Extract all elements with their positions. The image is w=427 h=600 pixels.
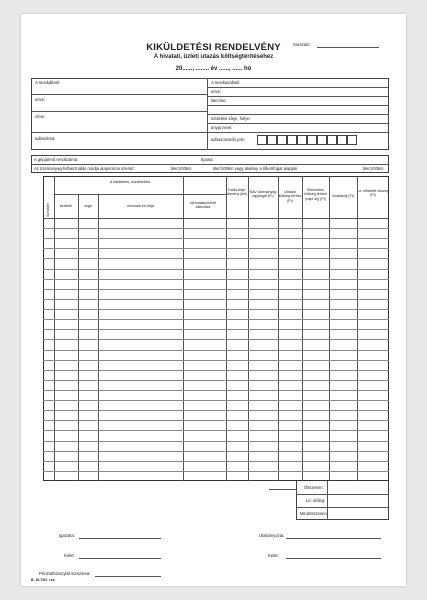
employee-mother-field[interactable] xyxy=(207,132,389,133)
employee-name-label: neve: xyxy=(211,89,222,94)
consumption-unit-a: liter/100km xyxy=(171,166,192,171)
group-header-line xyxy=(54,194,226,195)
sum-label: Összesen: xyxy=(304,485,324,490)
header-bottom-line xyxy=(43,218,389,219)
date-line-right[interactable] xyxy=(286,558,381,559)
col-stop-header: útvonalak/menet állomása xyxy=(189,201,217,210)
table-row-line xyxy=(43,471,389,472)
approve-signature-line[interactable] xyxy=(286,538,381,539)
tax-id-digit-box[interactable] xyxy=(347,135,357,145)
employer-name-label: neve: xyxy=(35,97,46,102)
col-serial-header: Sorszám xyxy=(46,202,50,217)
date-line-left[interactable] xyxy=(79,558,161,559)
payment-receipt-label: Pénztárbizonylat sorszáma: xyxy=(39,571,91,576)
totals-row-line-2 xyxy=(296,507,389,508)
consumption-label: Az üzemanyag-felhasználás módja alapnorma szerint: xyxy=(34,166,135,171)
employer-name-field[interactable] xyxy=(31,111,207,112)
employee-birth-label: születési ideje, helye: xyxy=(211,116,251,121)
remaining-label: Mindösszesen: xyxy=(300,511,328,516)
form-title: KIKÜLDETÉSI RENDELVÉNY xyxy=(146,42,281,53)
table-column-line xyxy=(98,194,99,481)
employer-address-field[interactable] xyxy=(31,132,207,133)
employee-address-field[interactable] xyxy=(207,105,389,106)
table-row-line xyxy=(43,309,389,310)
table-row-line xyxy=(43,269,389,270)
col-other-header: Elekmetés költség-térítés (napi díj) (Ft) xyxy=(304,188,327,201)
table-row-line xyxy=(43,248,389,249)
consumption-unit-b: liter/100km xyxy=(363,166,384,171)
table-row-line xyxy=(43,289,389,290)
col-fuel-header: Utazási költség-térítés (Ft) xyxy=(278,190,302,203)
tax-id-digit-box[interactable] xyxy=(267,135,277,145)
employee-address-field-2[interactable] xyxy=(207,114,389,115)
tax-id-digit-box[interactable] xyxy=(307,135,317,145)
tax-id-digit-box[interactable] xyxy=(277,135,287,145)
vehicle-row-divider xyxy=(31,164,389,165)
date-label-left: Kelet: xyxy=(64,553,75,558)
table-row-line xyxy=(43,228,389,229)
table-row-line xyxy=(43,400,389,401)
tax-id-digit-box[interactable] xyxy=(287,135,297,145)
col-start-header: kezdete xyxy=(59,204,73,208)
table-row-line xyxy=(43,430,389,431)
sum-leader-line xyxy=(269,489,296,490)
tax-id-digit-box[interactable] xyxy=(257,135,267,145)
employee-tax-id-label: adóazonosító jele: xyxy=(211,137,245,142)
col-group-header: A kiküldetés, közlekedést xyxy=(109,180,151,184)
table-row-line xyxy=(43,279,389,280)
form-code: B. 18-73/V. r.sz. xyxy=(31,578,56,582)
approve-label: Utalványozta: xyxy=(259,533,285,538)
col-end-header: vége xyxy=(84,204,92,208)
vehicle-type-label: típusa: xyxy=(201,157,214,162)
col-nav-header: NAV üzemanyag egységár (Ft) xyxy=(249,190,277,199)
date-line: 20......, ........ év ......, ...... hó xyxy=(175,66,252,72)
flat-rate-label: liter/100km vagy átalány a tűketrfogat alapján xyxy=(213,166,298,171)
employee-name-field[interactable] xyxy=(207,96,389,97)
tax-id-digit-box[interactable] xyxy=(297,135,307,145)
col-km-header: Futás-telje-sítmény (km) xyxy=(226,188,248,197)
table-row-line xyxy=(43,370,389,371)
date-label-right: Kelet: xyxy=(268,553,279,558)
table-row-line xyxy=(43,350,389,351)
certify-signature-line[interactable] xyxy=(79,538,161,539)
employee-mother-label: anyja neve: xyxy=(211,125,233,130)
vehicle-plate-label: A gépjármű rendszáma: xyxy=(34,157,79,162)
employee-birth-field[interactable] xyxy=(207,123,389,124)
table-row-line xyxy=(43,380,389,381)
tax-id-digit-box[interactable] xyxy=(337,135,347,145)
table-row-line xyxy=(43,420,389,421)
employee-row-divider-1 xyxy=(207,87,389,88)
totals-row-line-1 xyxy=(296,494,389,495)
table-row-line xyxy=(43,360,389,361)
tax-id-digit-box[interactable] xyxy=(317,135,327,145)
payment-receipt-line[interactable] xyxy=(95,576,161,577)
employee-address-label: lakcíme: xyxy=(211,98,227,103)
serial-number-field[interactable] xyxy=(317,47,379,48)
table-row-line xyxy=(43,339,389,340)
table-row-line xyxy=(43,390,389,391)
table-row-line xyxy=(43,258,389,259)
table-row-line xyxy=(43,319,389,320)
table-row-line xyxy=(43,329,389,330)
employer-tax-label: adószáma: xyxy=(35,136,56,141)
table-row-line xyxy=(43,410,389,411)
col-total-header: Le: kifizetett összeg (Ft) xyxy=(357,189,389,198)
employee-heading: A munkavállaló: xyxy=(211,80,241,85)
certify-label: Igazolta: xyxy=(59,533,75,538)
advance-label: Le: előleg: xyxy=(306,498,326,503)
table-column-line xyxy=(78,194,79,481)
table-row-line xyxy=(43,238,389,239)
employer-heading: A munkáltató: xyxy=(35,80,61,85)
employer-row-divider xyxy=(31,94,207,95)
col-lodging-header: Szállásdíj (Ft) xyxy=(332,194,354,198)
table-row-line xyxy=(43,451,389,452)
col-route-header: útvonala és célja xyxy=(127,204,154,208)
table-row-line xyxy=(43,441,389,442)
table-row-line xyxy=(43,461,389,462)
form-subtitle: A hivatali, üzleti utazás költségtérítéséhez xyxy=(153,54,274,60)
employer-address-label: címe: xyxy=(35,114,46,119)
serial-number-label: Sorszám: xyxy=(293,42,311,47)
table-row-line xyxy=(43,299,389,300)
tax-id-digit-box[interactable] xyxy=(327,135,337,145)
form-sheet xyxy=(21,14,406,586)
